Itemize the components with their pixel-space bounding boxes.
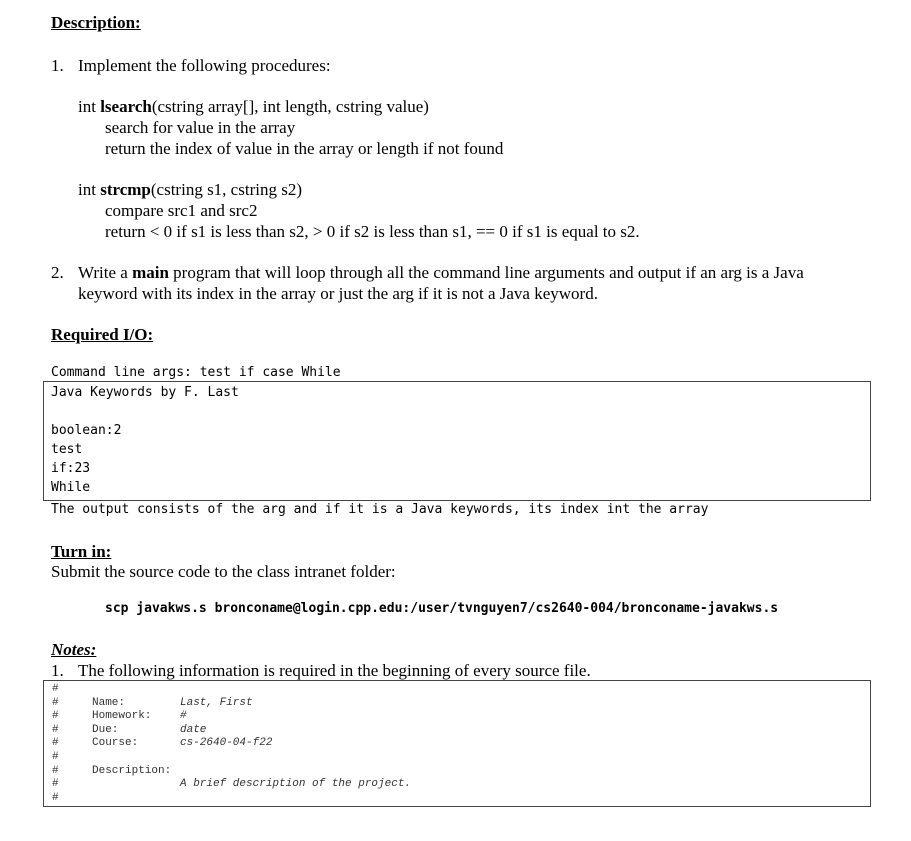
strcmp-name: strcmp xyxy=(100,180,151,199)
lsearch-name: lsearch xyxy=(100,97,152,116)
header-hash: # xyxy=(52,778,59,791)
header-hash: # xyxy=(52,683,59,695)
strcmp-signature: int strcmp(cstring s1, cstring s2) xyxy=(78,180,302,199)
strcmp-line1: compare src1 and src2 xyxy=(105,201,258,220)
item2-number: 2. xyxy=(51,263,64,282)
header-hash: # xyxy=(52,751,59,763)
header-value: date xyxy=(180,723,207,736)
required-io-heading: Required I/O: xyxy=(51,325,154,344)
header-hash: # xyxy=(52,764,59,777)
lsearch-line2: return the index of value in the array or length if not found xyxy=(105,139,504,158)
main-keyword: main xyxy=(132,263,169,282)
header-hash: # xyxy=(52,710,59,723)
notes-number: 1. xyxy=(51,661,64,680)
strcmp-line2: return < 0 if s1 is less than s2, > 0 if s2 is less than s1, == 0 if s1 is equal to s2. xyxy=(105,222,640,241)
output-line-4: test xyxy=(51,442,83,457)
header-label: Name: xyxy=(92,696,126,709)
header-label: Description: xyxy=(92,764,172,777)
header-label: Due: xyxy=(92,723,119,736)
header-label: Homework: xyxy=(92,710,152,723)
header-value: cs-2640-04-f22 xyxy=(180,737,273,750)
header-value: A brief description of the project. xyxy=(180,778,412,791)
notes-text: The following information is required in the beginning of every source file. xyxy=(78,661,591,680)
lsearch-signature: int lsearch(cstring array[], int length, cstring value) xyxy=(78,97,429,116)
item2-text: Write a main program that will loop through all the command line arguments and output if an arg is a Java xyxy=(78,263,804,282)
header-hash: # xyxy=(52,723,59,736)
header-hash: # xyxy=(52,696,59,709)
turn-in-text: Submit the source code to the class intranet folder: xyxy=(51,562,396,581)
output-line-5: if:23 xyxy=(51,461,91,476)
description-heading: Description: xyxy=(51,13,141,32)
item1-text: Implement the following procedures: xyxy=(78,56,331,75)
scp-command: scp javakws.s bronconame@login.cpp.edu:/user/tvnguyen7/cs2640-004/bronconame-javakws.s xyxy=(105,601,779,616)
item2-text-line2: keyword with its index in the array or just the arg if it is not a Java keyword. xyxy=(78,284,598,303)
header-label: Course: xyxy=(92,737,139,750)
header-value: Last, First xyxy=(180,696,253,709)
output-caption: The output consists of the arg and if it is a Java keywords, its index int the array xyxy=(51,502,709,517)
output-line-6: While xyxy=(51,480,91,495)
header-value: # xyxy=(180,710,187,723)
header-hash: # xyxy=(52,737,59,750)
output-line-3: boolean:2 xyxy=(51,423,122,438)
item1-number: 1. xyxy=(51,56,64,75)
output-line-1: Java Keywords by F. Last xyxy=(51,385,239,400)
command-line-args: Command line args: test if case While xyxy=(51,365,341,380)
turn-in-heading: Turn in: xyxy=(51,542,112,561)
header-hash: # xyxy=(52,791,59,804)
source-header-box xyxy=(43,680,871,807)
lsearch-line1: search for value in the array xyxy=(105,118,296,137)
notes-heading: Notes: xyxy=(51,640,97,659)
